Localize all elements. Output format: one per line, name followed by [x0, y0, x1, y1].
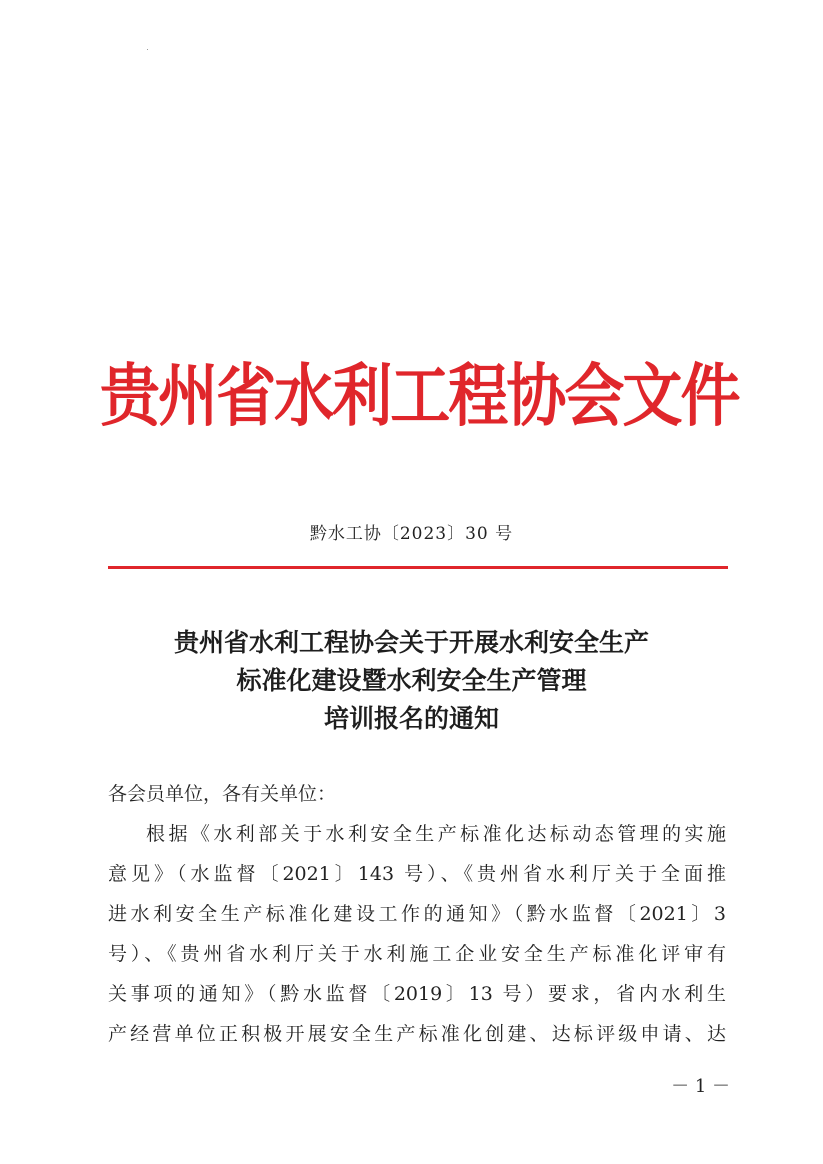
body-line: 根据《水利部关于水利安全生产标准化达标动态管理的实施	[146, 823, 726, 845]
issuing-authority-header: 贵州省水利工程协会文件	[100, 357, 739, 437]
notice-title	[60, 624, 763, 738]
body-line: 产经营单位正积极开展安全生产标准化创建、达标评级申请、达	[108, 1023, 726, 1045]
header-divider-line	[108, 566, 728, 569]
notice-title-line: 贵州省水利工程协会关于开展水利安全生产	[173, 628, 649, 657]
notice-title-line: 培训报名的通知	[323, 704, 499, 733]
body-line: 号）、《贵州省水利厅关于水利施工企业安全生产标准化评审有	[108, 943, 726, 965]
body-paragraph	[108, 814, 726, 1054]
body-line: 意见》（水监督〔2021〕143 号）、《贵州省水利厅关于全面推	[108, 863, 726, 885]
scan-speck	[147, 49, 148, 50]
notice-title-line: 标准化建设暨水利安全生产管理	[236, 666, 587, 695]
body-line: 进水利安全生产标准化建设工作的通知》（黔水监督〔2021〕3	[108, 903, 726, 925]
body-line: 关事项的通知》（黔水监督〔2019〕13 号）要求，省内水利生	[108, 983, 726, 1005]
document-number: 黔水工协〔2023〕30 号	[309, 524, 514, 544]
page-number: － 1 －	[671, 1076, 730, 1097]
salutation: 各会员单位，各有关单位：	[108, 783, 337, 805]
